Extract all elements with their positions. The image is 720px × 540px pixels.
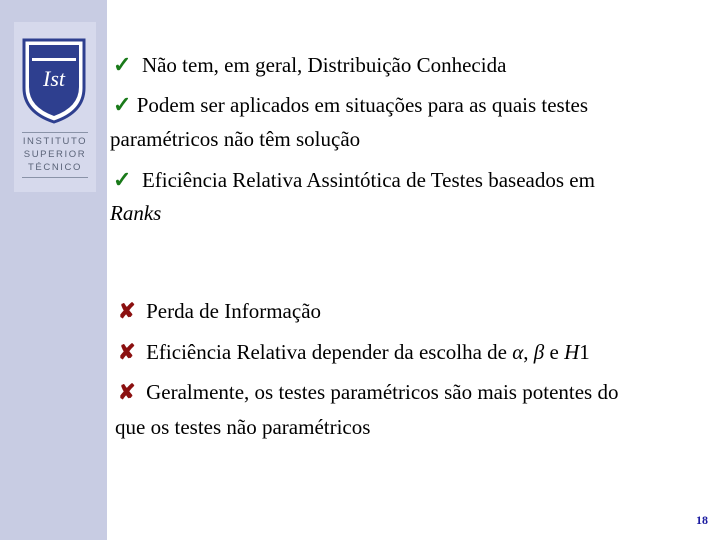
advantage-2-text-line2: paramétricos não têm solução: [110, 127, 361, 151]
separator: ,: [523, 340, 534, 364]
disadvantage-3-cont: [115, 411, 370, 444]
advantage-3-cont: [110, 197, 161, 230]
ist-logo: [14, 22, 96, 192]
page-number: 18: [696, 513, 708, 527]
advantage-3-text-line1: Eficiência Relativa Assintótica de Testes baseados em: [141, 168, 595, 192]
logo-line3: TÉCNICO: [28, 162, 82, 173]
advantage-2-cont: [110, 123, 360, 156]
advantage-3: [113, 163, 595, 197]
svg-text:Ist: Ist: [43, 66, 65, 91]
disadvantage-1: [118, 295, 321, 328]
cross-icon: ✘: [118, 299, 136, 323]
disadvantage-3: [118, 376, 618, 409]
advantage-1: [113, 48, 506, 82]
disadvantage-3-text-line2: que os testes não paramétricos: [115, 415, 371, 439]
check-icon: ✓: [113, 52, 132, 77]
shield-logo-icon: [22, 38, 86, 124]
alpha-symbol: α: [512, 340, 524, 364]
advantage-2-text-line1: Podem ser aplicados em situações para as quais testes: [136, 93, 589, 117]
h-symbol: H: [564, 340, 580, 364]
advantage-3-text-line2: Ranks: [110, 201, 162, 225]
h-index: 1: [579, 340, 590, 364]
cross-icon: ✘: [118, 340, 136, 364]
advantage-1-text: Não tem, em geral, Distribuição Conhecida: [141, 53, 507, 77]
beta-symbol: β: [533, 340, 545, 364]
check-icon: ✓: [113, 167, 132, 192]
advantage-2: [113, 88, 588, 122]
logo-rule-top: [22, 132, 88, 133]
disadvantage-1-text: Perda de Informação: [146, 299, 322, 323]
logo-rule-bottom: [22, 177, 88, 178]
disadvantage-2: [118, 336, 590, 369]
logo-line1: INSTITUTO: [22, 136, 88, 147]
cross-icon: ✘: [118, 380, 136, 404]
sidebar: [0, 0, 107, 540]
check-icon: ✓: [113, 92, 132, 117]
logo-line2: SUPERIOR: [23, 149, 87, 160]
disadvantage-2-text: Eficiência Relativa depender da escolha de: [146, 340, 513, 364]
disadvantage-3-text-line1: Geralmente, os testes paramétricos são mais potentes do: [146, 380, 619, 404]
conjunction: e: [544, 340, 565, 364]
